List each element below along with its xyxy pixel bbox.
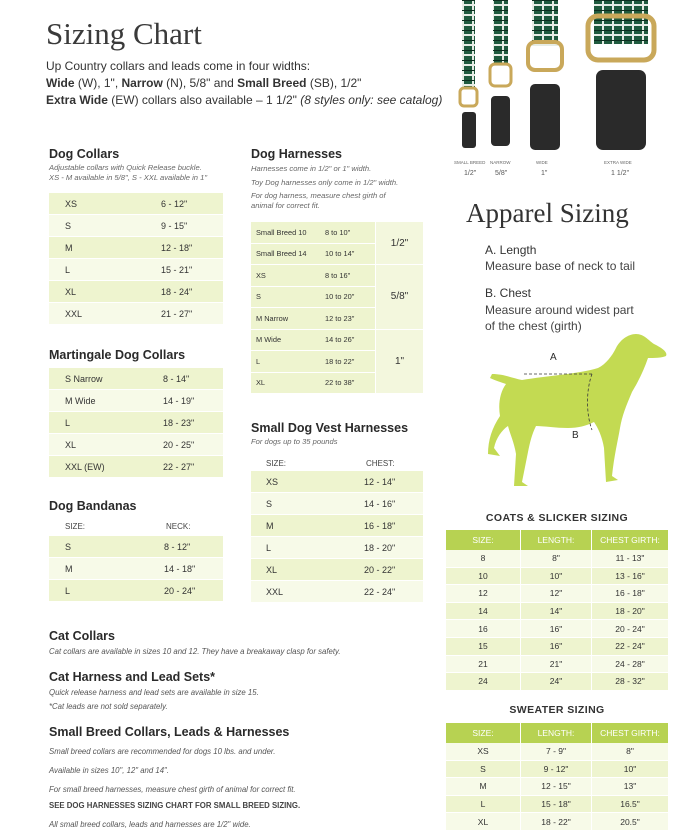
size-header: SIZE:	[446, 530, 521, 550]
mark-a-label: A	[550, 352, 557, 363]
apparel-a-head: A. Length	[485, 243, 537, 257]
table-row	[49, 237, 223, 259]
small-breed-line-3: For small breed harnesses, measure chest girth of animal for correct fit.	[49, 785, 296, 794]
apparel-b-text-2: of the chest (girth)	[485, 319, 582, 333]
width-group-cell: 1/2"	[376, 222, 424, 265]
intro-extra-wide-note: (8 styles only: see catalog)	[300, 93, 443, 107]
cat-harness-note-1: Quick release harness and lead sets are available in size 15.	[49, 688, 259, 697]
collar-label-extra-wide: EXTRA WIDE	[604, 160, 632, 165]
bandanas-size-header: SIZE:	[65, 522, 86, 531]
neck-cell: 8 - 14"	[163, 368, 223, 390]
size-cell: S	[251, 493, 364, 515]
size-cell: S	[49, 536, 164, 558]
table-row	[49, 558, 223, 580]
size-cell: M	[49, 558, 164, 580]
size-cell: 12	[446, 585, 521, 603]
table-header-row	[446, 530, 668, 550]
chest-cell: 22 - 24"	[364, 581, 423, 603]
small-breed-title: Small Breed Collars, Leads & Harnesses	[49, 725, 290, 739]
table-row	[49, 390, 223, 412]
harnesses-table	[251, 222, 423, 394]
size-cell: XXL (EW)	[49, 456, 163, 478]
chest-girth-cell: 20 - 24"	[592, 620, 669, 638]
size-cell: M Wide	[251, 329, 325, 351]
length-cell: 15 - 18"	[521, 795, 592, 813]
collar-narrow	[490, 0, 511, 146]
chest-cell: 8 to 10"	[325, 222, 376, 243]
size-cell: XS	[251, 471, 364, 493]
apparel-a-text: Measure base of neck to tail	[485, 259, 636, 273]
intro-line-3	[46, 92, 442, 109]
table-row	[251, 222, 423, 243]
cat-harness-note-2: *Cat leads are not sold separately.	[49, 702, 168, 711]
vest-chest-header: CHEST:	[366, 459, 395, 468]
intro-wide: Wide	[46, 76, 75, 90]
table-row	[446, 637, 668, 655]
chest-cell: 12 - 14"	[364, 471, 423, 493]
length-cell: 9 - 12"	[521, 760, 592, 778]
length-cell: 8"	[521, 550, 592, 567]
chest-girth-cell: 16.5"	[592, 795, 669, 813]
chest-girth-header: CHEST GIRTH:	[592, 530, 669, 550]
size-cell: 24	[446, 673, 521, 691]
table-row	[446, 567, 668, 585]
chest-cell: 10 to 14"	[325, 243, 376, 265]
table-row	[446, 655, 668, 673]
collar-width-extra-wide: 1 1/2"	[611, 170, 630, 177]
size-cell: Small Breed 14	[251, 243, 325, 265]
neck-cell: 18 - 24"	[161, 281, 223, 303]
chest-girth-cell: 28 - 32"	[592, 673, 669, 691]
table-row	[49, 536, 223, 558]
size-cell: XL	[251, 559, 364, 581]
table-row	[251, 515, 423, 537]
neck-cell: 18 - 23"	[163, 412, 223, 434]
table-row	[446, 778, 668, 796]
intro-narrow-desc: (N), 5/8" and	[162, 76, 238, 90]
intro-extra-wide: Extra Wide	[46, 93, 108, 107]
neck-cell: 20 - 25"	[163, 434, 223, 456]
bandanas-title: Dog Bandanas	[49, 499, 137, 513]
table-row	[446, 813, 668, 831]
chest-girth-header: CHEST GIRTH:	[592, 723, 669, 743]
table-row	[446, 620, 668, 638]
chest-cell: 12 to 23"	[325, 308, 376, 330]
page-title: Sizing Chart	[46, 16, 202, 51]
size-cell: L	[49, 580, 164, 602]
chest-cell: 8 to 16"	[325, 265, 376, 287]
vest-table	[251, 471, 423, 603]
chest-girth-cell: 13"	[592, 778, 669, 796]
table-row	[251, 559, 423, 581]
intro-wide-desc: (W), 1",	[74, 76, 122, 90]
size-cell: XL	[49, 281, 161, 303]
intro-line-2	[46, 75, 361, 92]
collar-width-narrow: 5/8"	[495, 170, 508, 177]
table-row	[49, 281, 223, 303]
collar-width-small-breed: 1/2"	[464, 170, 477, 177]
size-cell: Small Breed 10	[251, 222, 325, 243]
size-cell: 10	[446, 567, 521, 585]
size-cell: XXL	[49, 303, 161, 325]
length-header: LENGTH:	[521, 723, 592, 743]
size-cell: M Narrow	[251, 308, 325, 330]
chest-girth-cell: 22 - 24"	[592, 637, 669, 655]
table-row	[446, 585, 668, 603]
apparel-b-text-1: Measure around widest part	[485, 303, 634, 317]
size-cell: 14	[446, 602, 521, 620]
chest-girth-cell: 24 - 28"	[592, 655, 669, 673]
dog-collars-note-2: XS - M available in 5/8", S - XXL available in 1"	[49, 173, 208, 182]
table-row	[49, 412, 223, 434]
sweater-title: SWEATER SIZING	[509, 704, 605, 716]
table-row	[251, 537, 423, 559]
size-header: SIZE:	[446, 723, 521, 743]
size-cell: M	[251, 515, 364, 537]
table-row	[251, 265, 423, 287]
dog-silhouette	[486, 330, 671, 495]
size-cell: L	[446, 795, 521, 813]
intro-small-breed: Small Breed	[237, 76, 307, 90]
dog-collars-title: Dog Collars	[49, 147, 120, 161]
mark-b-label: B	[572, 430, 579, 441]
sweater-table	[446, 723, 668, 831]
neck-cell: 12 - 18"	[161, 237, 223, 259]
table-row	[251, 493, 423, 515]
vest-title: Small Dog Vest Harnesses	[251, 421, 409, 435]
chest-girth-cell: 16 - 18"	[592, 585, 669, 603]
martingale-table	[49, 368, 223, 478]
table-row	[446, 760, 668, 778]
table-row	[49, 303, 223, 325]
dog-collars-table	[49, 193, 223, 325]
bandanas-table	[49, 536, 223, 602]
intro-small-breed-desc: (SB), 1/2"	[306, 76, 362, 90]
harnesses-note-2: Toy Dog harnesses only come in 1/2" width.	[251, 178, 399, 187]
neck-cell: 8 - 12"	[164, 536, 223, 558]
chest-cell: 10 to 20"	[325, 286, 376, 308]
size-cell: 15	[446, 637, 521, 655]
collar-extra-wide	[588, 0, 654, 150]
size-cell: 21	[446, 655, 521, 673]
table-row	[251, 329, 423, 351]
table-row	[446, 602, 668, 620]
neck-cell: 6 - 12"	[161, 193, 223, 215]
chest-cell: 14 - 16"	[364, 493, 423, 515]
size-cell: 8	[446, 550, 521, 567]
chest-cell: 20 - 22"	[364, 559, 423, 581]
chest-cell: 14 to 26"	[325, 329, 376, 351]
size-cell: M	[446, 778, 521, 796]
intro-line-1: Up Country collars and leads come in four widths:	[46, 59, 311, 73]
table-row	[251, 581, 423, 603]
size-cell: L	[251, 537, 364, 559]
chest-girth-cell: 13 - 16"	[592, 567, 669, 585]
chest-cell: 18 - 20"	[364, 537, 423, 559]
size-cell: S	[251, 286, 325, 308]
neck-cell: 9 - 15"	[161, 215, 223, 237]
size-cell: S	[446, 760, 521, 778]
length-cell: 21"	[521, 655, 592, 673]
table-row	[49, 434, 223, 456]
harnesses-note-4: animal for correct fit.	[251, 201, 320, 210]
small-breed-line-5: All small breed collars, leads and harnesses are 1/2" wide.	[49, 820, 251, 829]
cat-collars-note: Cat collars are available in sizes 10 and 12. They have a breakaway clasp for safety.	[49, 647, 341, 656]
chest-girth-cell: 18 - 20"	[592, 602, 669, 620]
table-row	[446, 550, 668, 567]
size-cell: XS	[251, 265, 325, 287]
chest-girth-cell: 10"	[592, 760, 669, 778]
length-cell: 16"	[521, 637, 592, 655]
table-header-row	[446, 723, 668, 743]
cat-collars-title: Cat Collars	[49, 629, 115, 643]
small-breed-line-4: SEE DOG HARNESSES SIZING CHART FOR SMALL BREED SIZING.	[49, 801, 301, 810]
collar-label-narrow: NARROW	[490, 160, 511, 165]
chest-cell: 16 - 18"	[364, 515, 423, 537]
size-cell: XS	[49, 193, 161, 215]
table-row	[446, 673, 668, 691]
dog-collars-note-1: Adjustable collars with Quick Release buckle.	[49, 163, 202, 172]
length-header: LENGTH:	[521, 530, 592, 550]
size-cell: XL	[446, 813, 521, 831]
table-row	[446, 795, 668, 813]
table-row	[49, 368, 223, 390]
length-cell: 7 - 9"	[521, 743, 592, 760]
table-row	[49, 215, 223, 237]
width-group-cell: 5/8"	[376, 265, 424, 330]
width-group-cell: 1"	[376, 329, 424, 394]
size-cell: M	[49, 237, 161, 259]
length-cell: 12 - 15"	[521, 778, 592, 796]
size-cell: L	[49, 259, 161, 281]
chest-girth-cell: 11 - 13"	[592, 550, 669, 567]
cat-harness-title: Cat Harness and Lead Sets*	[49, 670, 216, 684]
table-row	[49, 456, 223, 478]
collar-label-small-breed: SMALL BREED	[454, 160, 486, 165]
intro-extra-wide-desc: (EW) collars also available – 1 1/2"	[107, 93, 301, 107]
chest-cell: 18 to 22"	[325, 351, 376, 373]
collar-photo	[448, 0, 679, 180]
collar-wide	[528, 0, 562, 150]
small-breed-line-2: Available in sizes 10", 12" and 14".	[49, 766, 169, 775]
coats-table	[446, 530, 668, 691]
size-cell: XXL	[251, 581, 364, 603]
harnesses-title: Dog Harnesses	[251, 147, 343, 161]
size-cell: XS	[446, 743, 521, 760]
harnesses-note-3: For dog harness, measure chest girth of	[251, 191, 386, 200]
length-cell: 10"	[521, 567, 592, 585]
table-row	[446, 743, 668, 760]
harnesses-note-1: Harnesses come in 1/2" or 1" width.	[251, 164, 372, 173]
small-breed-line-1: Small breed collars are recommended for dogs 10 lbs. and under.	[49, 747, 276, 756]
neck-cell: 15 - 21"	[161, 259, 223, 281]
length-cell: 14"	[521, 602, 592, 620]
length-cell: 12"	[521, 585, 592, 603]
size-cell: M Wide	[49, 390, 163, 412]
table-row	[251, 471, 423, 493]
table-row	[49, 580, 223, 602]
length-cell: 18 - 22"	[521, 813, 592, 831]
size-cell: XL	[49, 434, 163, 456]
size-cell: 16	[446, 620, 521, 638]
apparel-title: Apparel Sizing	[466, 198, 629, 228]
neck-cell: 22 - 27"	[163, 456, 223, 478]
table-row	[49, 259, 223, 281]
collar-width-wide: 1"	[541, 170, 548, 177]
chest-cell: 22 to 38"	[325, 372, 376, 394]
length-cell: 16"	[521, 620, 592, 638]
bandanas-neck-header: NECK:	[166, 522, 191, 531]
collar-small-breed	[460, 0, 477, 148]
length-cell: 24"	[521, 673, 592, 691]
chest-girth-cell: 8"	[592, 743, 669, 760]
size-cell: XL	[251, 372, 325, 394]
size-cell: L	[251, 351, 325, 373]
apparel-b-head: B. Chest	[485, 286, 532, 300]
neck-cell: 14 - 18"	[164, 558, 223, 580]
vest-note: For dogs up to 35 pounds	[251, 437, 338, 446]
vest-size-header: SIZE:	[266, 459, 287, 468]
collar-label-wide: WIDE	[536, 160, 548, 165]
size-cell: S	[49, 215, 161, 237]
neck-cell: 21 - 27"	[161, 303, 223, 325]
size-cell: S Narrow	[49, 368, 163, 390]
table-row	[49, 193, 223, 215]
intro-narrow: Narrow	[121, 76, 163, 90]
dog-body-shape	[488, 334, 666, 486]
neck-cell: 20 - 24"	[164, 580, 223, 602]
martingale-title: Martingale Dog Collars	[49, 348, 186, 362]
coats-title: COATS & SLICKER SIZING	[485, 512, 629, 524]
chest-girth-cell: 20.5"	[592, 813, 669, 831]
size-cell: L	[49, 412, 163, 434]
neck-cell: 14 - 19"	[163, 390, 223, 412]
